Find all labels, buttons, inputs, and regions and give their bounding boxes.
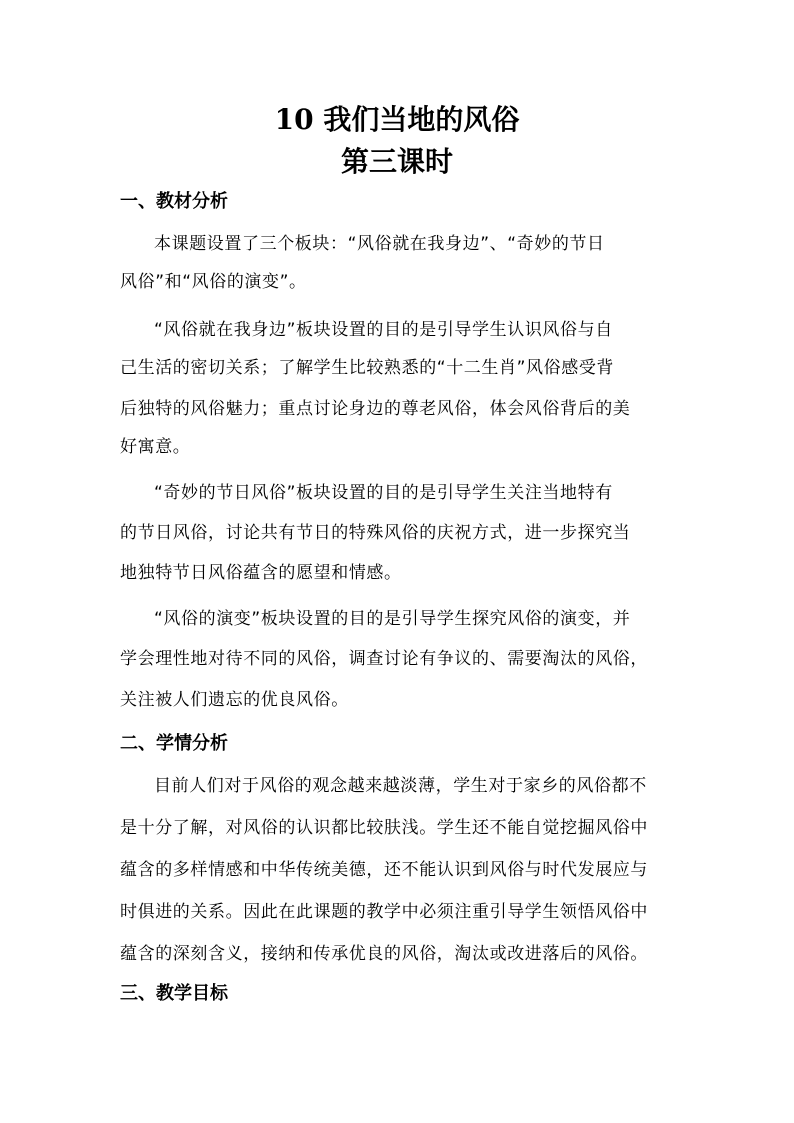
paragraph-line: 目前人们对于风俗的观念越来越淡薄，学生对于家乡的风俗都不 bbox=[154, 776, 647, 796]
document-title: 10 我们当地的风俗 bbox=[274, 103, 520, 136]
paragraph-line: 地独特节日风俗蕴含的愿望和情感。 bbox=[120, 563, 402, 583]
paragraph-line: 后独特的风俗魅力；重点讨论身边的尊老风俗，体会风俗背后的美 bbox=[120, 399, 631, 419]
paragraph-line: 本课题设置了三个板块：“风俗就在我身边”、“奇妙的节日 bbox=[154, 234, 605, 254]
paragraph-line: 己生活的密切关系；了解学生比较熟悉的“十二生肖”风俗感受背 bbox=[120, 358, 615, 378]
paragraph-line: 的节日风俗，讨论共有节日的特殊风俗的庆祝方式，进一步探究当 bbox=[120, 523, 631, 543]
paragraph-line: “奇妙的节日风俗”板块设置的目的是引导学生关注当地特有 bbox=[154, 483, 613, 503]
paragraph-line: 蕴含的多样情感和中华传统美德，还不能认识到风俗与时代发展应与 bbox=[120, 860, 648, 880]
paragraph-line: 关注被人们遗忘的优良风俗。 bbox=[120, 690, 349, 710]
section-heading-textbook-analysis: 一、教材分析 bbox=[120, 191, 228, 212]
paragraph-line: 时俱进的关系。因此在此课题的教学中必须注重引导学生领悟风俗中 bbox=[120, 902, 648, 922]
paragraph-line: “风俗的演变”板块设置的目的是引导学生探究风俗的演变，并 bbox=[154, 609, 631, 629]
paragraph-line: 蕴含的深刻含义，接纳和传承优良的风俗，淘汰或改进落后的风俗。 bbox=[120, 944, 648, 964]
paragraph-line: 好寓意。 bbox=[120, 437, 191, 457]
section-heading-teaching-objectives: 三、教学目标 bbox=[120, 983, 228, 1004]
document-subtitle: 第三课时 bbox=[340, 145, 453, 178]
paragraph-line: 风俗”和“风俗的演变”。 bbox=[120, 272, 307, 292]
paragraph-line: “风俗就在我身边”板块设置的目的是引导学生认识风俗与自 bbox=[154, 320, 613, 340]
paragraph-line: 是十分了解，对风俗的认识都比较肤浅。学生还不能自觉挖掘风俗中 bbox=[120, 818, 648, 838]
section-heading-learner-analysis: 二、学情分析 bbox=[120, 733, 228, 754]
paragraph-line: 学会理性地对待不同的风俗，调查讨论有争议的、需要淘汰的风俗， bbox=[120, 649, 648, 669]
